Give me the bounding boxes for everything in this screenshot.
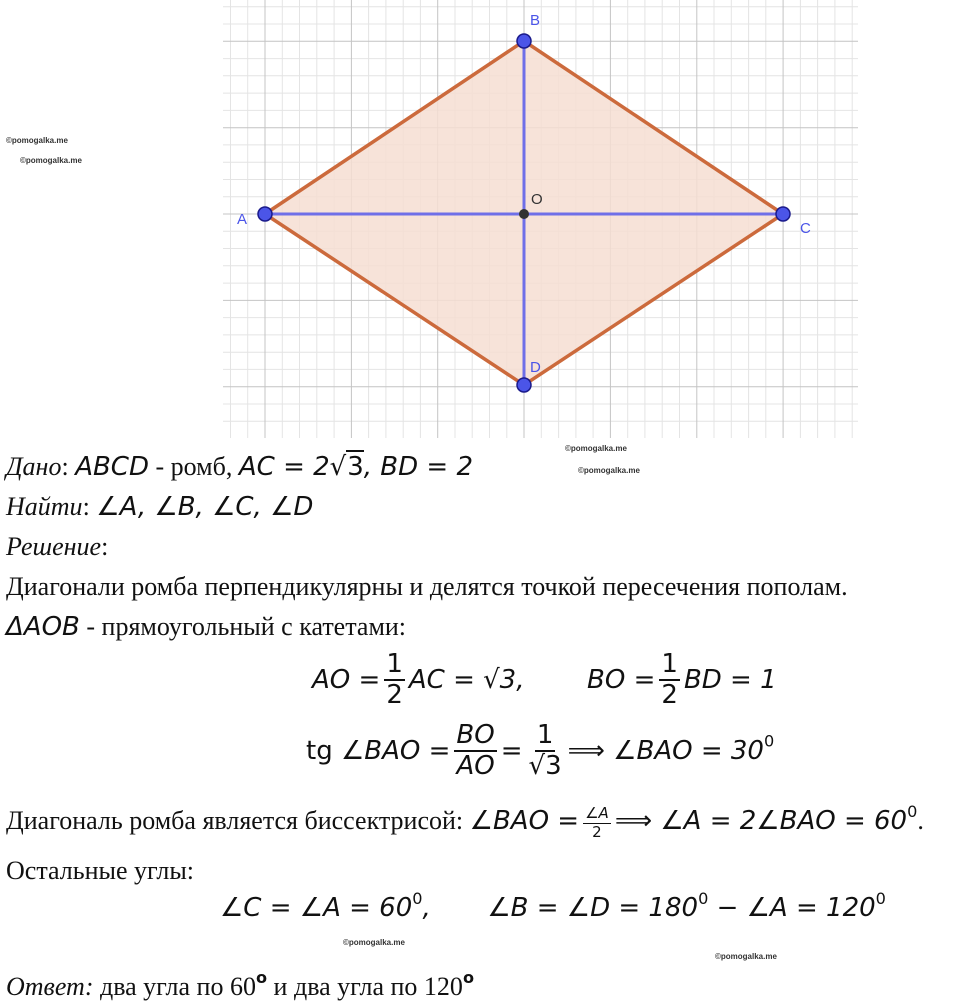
- solution-line-3: [6, 802, 924, 841]
- solution-colon: :: [101, 532, 109, 561]
- fraction-angle-half: $\frac{\angle A}{2}$: [585, 804, 609, 841]
- solution-line-2-text: - прямоугольный с катетами:: [79, 612, 407, 641]
- point-c: [776, 207, 790, 221]
- label-c: C: [800, 220, 811, 237]
- eq2-result: ⟹ ∠BAO = 30: [567, 735, 764, 766]
- given-colon: :: [61, 452, 69, 481]
- answer-line: [6, 967, 475, 1002]
- label-d: D: [530, 359, 541, 376]
- fraction-half: $\frac{1}{2}$: [386, 649, 403, 711]
- given-ac: AC = 2: [238, 452, 330, 482]
- equation-remaining-angles: [220, 888, 886, 923]
- solution-line-2: [6, 612, 406, 642]
- triangle-aob: ΔAOB: [6, 612, 80, 642]
- eq2-angle: ∠BAO =: [340, 735, 451, 766]
- degree-sign: o: [462, 967, 475, 987]
- find-label: Найти: [6, 492, 83, 521]
- answer-text-2: и два угла по 120: [267, 972, 463, 1001]
- solution-label: Решение: [6, 532, 102, 561]
- eq3-part2-sup2: 0: [875, 888, 886, 908]
- line3-end: .: [917, 806, 924, 836]
- bisector-text: Диагональ ромба является биссектрисой:: [6, 806, 470, 836]
- answer-text: два угла по 60: [93, 972, 256, 1001]
- eq3-part2-mid: − ∠A = 120: [708, 893, 876, 923]
- eq2-result-sup: 0: [763, 731, 775, 751]
- eq3-part1-end: ,: [422, 893, 431, 923]
- eq3-part2-sup: 0: [698, 888, 709, 908]
- solution-heading: [6, 532, 108, 562]
- watermark: ©pomogalka.me: [578, 466, 640, 475]
- eq1-ao-lhs: AO =: [312, 664, 381, 695]
- eq1-ao-rhs: AC = √3,: [408, 664, 525, 695]
- given-dash-text: - ромб,: [149, 452, 239, 481]
- given-shape: ABCD: [75, 452, 149, 482]
- point-o: [519, 209, 529, 219]
- find-colon: :: [82, 492, 90, 521]
- solution-line-1: Диагонали ромба перпендикулярны и делятся точкой пересечения пополам.: [6, 572, 848, 601]
- label-a: A: [237, 211, 248, 228]
- label-b: B: [530, 12, 541, 29]
- find-angles: ∠A, ∠B, ∠C, ∠D: [96, 492, 314, 522]
- watermark: ©pomogalka.me: [343, 938, 405, 947]
- given-line: Дано: ABCD - ромб, AC = 2√3, BD = 2: [6, 452, 474, 482]
- eq3-part2: ∠B = ∠D = 180: [487, 893, 699, 923]
- watermark: ©pomogalka.me: [715, 952, 777, 961]
- given-label: Дано: [6, 452, 62, 481]
- eq1-bo-rhs: BD = 1: [683, 664, 777, 695]
- point-a: [258, 207, 272, 221]
- solution-line-4: Остальные углы:: [6, 856, 195, 885]
- eq2-equals: =: [500, 735, 523, 766]
- fraction-half: $\frac{1}{2}$: [661, 649, 678, 711]
- line3-math-2: ⟹ ∠A = 2∠BAO = 60: [614, 806, 908, 837]
- degree-sign: o: [255, 967, 268, 987]
- watermark: ©pomogalka.me: [20, 156, 82, 165]
- label-o: O: [531, 191, 543, 208]
- equation-ao-bo: [312, 651, 777, 710]
- equation-tangent: [306, 722, 774, 781]
- given-bd: , BD = 2: [363, 452, 474, 482]
- rhombus-figure: [0, 0, 960, 440]
- watermark: ©pomogalka.me: [565, 444, 627, 453]
- find-line: [6, 492, 313, 522]
- fraction-bo-ao: $\frac{BO}{AO}$: [456, 720, 495, 782]
- line3-math-1: ∠BAO =: [469, 806, 580, 837]
- watermark: ©pomogalka.me: [6, 136, 68, 145]
- fraction-one-root3: $\frac{1}{√3}$: [528, 720, 562, 782]
- eq1-bo-lhs: BO =: [587, 664, 656, 695]
- point-b: [517, 34, 531, 48]
- given-ac-root: 3: [347, 452, 364, 482]
- answer-label: Ответ:: [6, 972, 94, 1001]
- eq3-part1-sup: 0: [412, 888, 423, 908]
- eq3-part1: ∠C = ∠A = 60: [220, 893, 413, 923]
- tg-function: tg: [306, 735, 333, 766]
- point-d: [517, 378, 531, 392]
- line3-sup: 0: [907, 802, 918, 822]
